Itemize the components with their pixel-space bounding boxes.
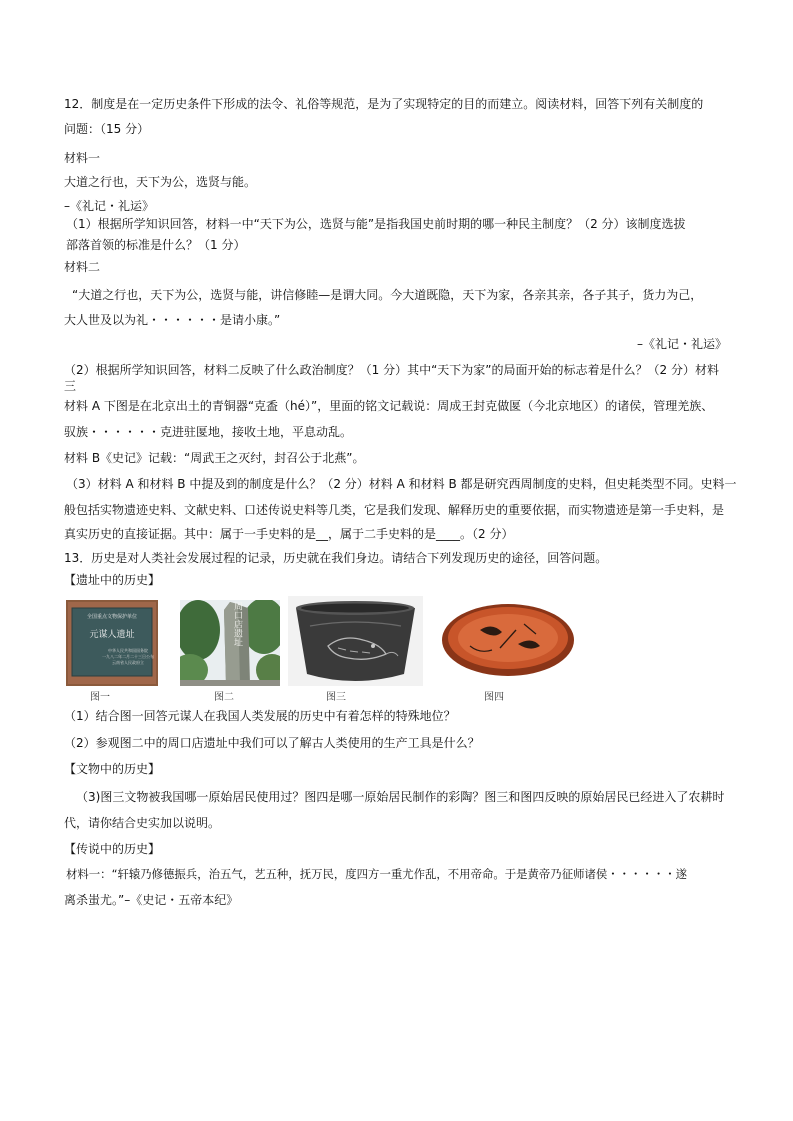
q13-legend-material-line1: 材料一：“轩辕乃修德振兵，治五气，艺五种，抚万民，度四方一重尤作乱，不用帝命。于是黄帝乃征师诸侯・・・・・・遂 xyxy=(66,867,687,881)
q12-question3-line1: （3）材料 A 和材料 B 中提及到的制度是什么？（2 分）材料 A 和材料 B 都是研究西周制度的史料，但史耗类型不同。史料一 xyxy=(66,477,737,491)
plaque-foot-text-1: 中华人民共和国国务院 xyxy=(108,648,148,653)
q13-question3-line1: （3)图三文物被我国哪一原始居民使用过？图四是哪一原始居民制作的彩陶？图三和图四反映的原始居民已经进入了农耕时 xyxy=(76,790,725,804)
plaque-image xyxy=(66,600,158,686)
q12-material1-title: 材料一 xyxy=(64,151,101,165)
monument-image xyxy=(180,600,280,686)
figure-2-caption: 图二 xyxy=(214,692,234,703)
q12-stem-line2: 问题：（15 分） xyxy=(64,122,150,136)
plaque-foot-text-3: 云南省人民政府立 xyxy=(112,660,144,665)
figure-4-caption: 图四 xyxy=(484,692,504,703)
q12-question3-line2: 般包括实物遗迹史料、文献史料、口述传说史料等几类，它是我们发现、解释历史的重要依据，而实物遗迹是第一手史料，是 xyxy=(64,503,725,517)
plaque-small-text: 全国重点文物保护单位 xyxy=(86,614,138,620)
figure-2-zhoukoudian-monument xyxy=(180,600,280,686)
figure-1-yuanmou-plaque xyxy=(66,600,158,686)
q12-materialB: 材料 B《史记》记载：“周武王之灭纣，封召公于北燕”。 xyxy=(64,451,365,465)
q13-legend-material-line2: 离杀蚩尤。”–《史记・五帝本纪》 xyxy=(64,893,239,907)
q13-section-legends: 【传说中的历史】 xyxy=(64,842,161,856)
figure-1-caption: 图一 xyxy=(90,692,110,703)
q12-question1-line2: 部落首领的标准是什么？（1 分） xyxy=(66,238,246,252)
q12-stem-line1: 12．制度是在一定历史条件下形成的法令、礼俗等规范，是为了实现特定的目的而建立。阅读材料，回答下列有关制度的 xyxy=(64,97,704,111)
figure-4-painted-bowl xyxy=(440,600,576,680)
figure-3-caption: 图三 xyxy=(326,692,346,703)
q12-question3-line3: 真实历史的直接证据。其中：属于一手史料的是__，属于二手史料的是____。（2 分） xyxy=(64,527,514,541)
q12-material2-line2: 大人世及以为礼・・・・・・是请小康。” xyxy=(64,313,281,327)
q13-question2: （2）参观图二中的周口店遗址中我们可以了解古人类使用的生产工具是什么？ xyxy=(64,736,480,750)
q13-section-artifacts: 【文物中的历史】 xyxy=(64,762,161,776)
q13-stem: 13．历史是对人类社会发展过程的记录，历史就在我们身边。请结合下列发现历史的途径，回答问题。 xyxy=(64,551,608,565)
q12-material1-source: –《礼记・礼运》 xyxy=(64,199,155,213)
q12-question1-line1: （1）根据所学知识回答，材料一中“天下为公，选贤与能”是指我国史前时期的哪一种民主制度？（2 分）该制度选拔 xyxy=(66,217,686,231)
q12-question2-line1: （2）根据所学知识回答，材料二反映了什么政治制度？（1 分）其中“天下为家”的局面开始的标志着是什么？（2 分）材料 xyxy=(64,363,719,377)
pottery-image xyxy=(288,596,423,686)
q12-material2-line1: “大道之行也，天下为公，选贤与能，讲信修睦—是谓大同。今大道既隐，天下为家，各亲其亲，各子其子，货力为己， xyxy=(72,288,703,302)
q13-question3-line2: 代，请你结合史实加以说明。 xyxy=(64,816,221,830)
q12-material2-title: 材料二 xyxy=(64,260,101,274)
q12-materialA-line2: 驭族・・・・・・克进驻匽地，接收土地，平息动乱。 xyxy=(64,425,353,439)
q13-question1: （1）结合图一回答元谋人在我国人类发展的历史中有着怎样的特殊地位？ xyxy=(64,709,456,723)
q13-section-sites: 【遗址中的历史】 xyxy=(64,573,161,587)
q12-materialA-line1: 材料 A 下图是在北京出土的青铜器“克盉（hé）”，里面的铭文记载说：周成王封克做匽（今北京地区）的诸侯，管理羌族、 xyxy=(64,399,714,413)
painted-bowl-image xyxy=(440,600,576,680)
q12-question2-line2: 三 xyxy=(64,379,77,393)
plaque-foot-text-2: 一九八二年二月二十三日公布 xyxy=(102,654,154,659)
q12-material1-text: 大道之行也，天下为公，选贤与能。 xyxy=(64,175,257,189)
monument-carving-text: 周口店遗址 xyxy=(232,601,242,647)
plaque-main-text: 元谋人遗址 xyxy=(89,630,135,640)
q12-material2-source: –《礼记・礼运》 xyxy=(636,337,727,351)
figure-3-pottery-bowl xyxy=(288,596,423,686)
